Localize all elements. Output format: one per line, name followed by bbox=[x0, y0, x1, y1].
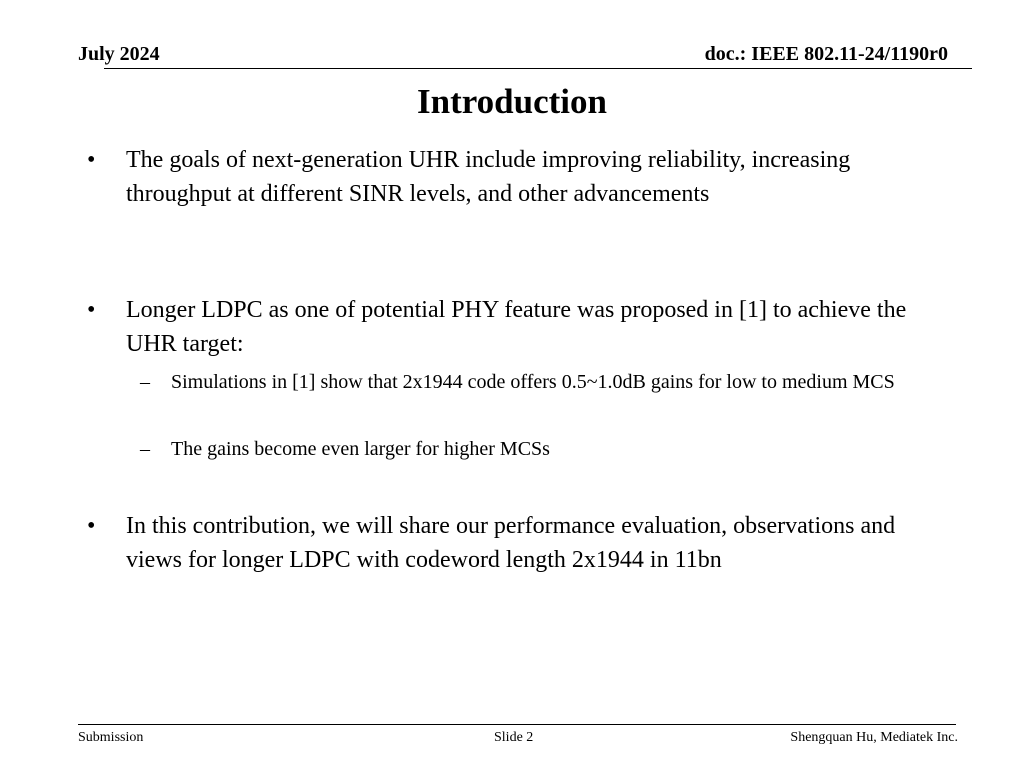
sub-bullet-marker: – bbox=[140, 438, 150, 460]
slide-title: Introduction bbox=[417, 82, 607, 121]
sub-bullet-marker: – bbox=[140, 371, 150, 393]
sub-bullet-text: Simulations in [1] show that 2x1944 code offers 0.5~1.0dB gains for low to medium MCS bbox=[171, 371, 895, 393]
sub-bullet-text: The gains become even larger for higher MCSs bbox=[171, 438, 550, 460]
bullet-text: In this contribution, we will share our performance evaluation, observations and views for longer LDPC with codeword length 2x1944 in 11bn bbox=[126, 513, 896, 573]
bullet-text: The goals of next-generation UHR include improving reliability, increasing throughput at different SINR levels, and other advancements bbox=[126, 147, 851, 207]
header-divider bbox=[104, 68, 972, 69]
bullet-marker: • bbox=[87, 513, 96, 539]
footer-slide-number: Slide 2 bbox=[494, 730, 534, 745]
header-doc-id: doc.: IEEE 802.11-24/1190r0 bbox=[704, 43, 948, 65]
bullet-marker: • bbox=[87, 297, 96, 323]
bullet-marker: • bbox=[87, 147, 96, 173]
footer-divider bbox=[78, 724, 956, 725]
footer-author: Shengquan Hu, Mediatek Inc. bbox=[790, 730, 958, 745]
bullet-text: Longer LDPC as one of potential PHY feature was proposed in [1] to achieve the UHR target: bbox=[126, 297, 907, 357]
header-date: July 2024 bbox=[78, 43, 160, 65]
footer-submission: Submission bbox=[78, 730, 144, 745]
